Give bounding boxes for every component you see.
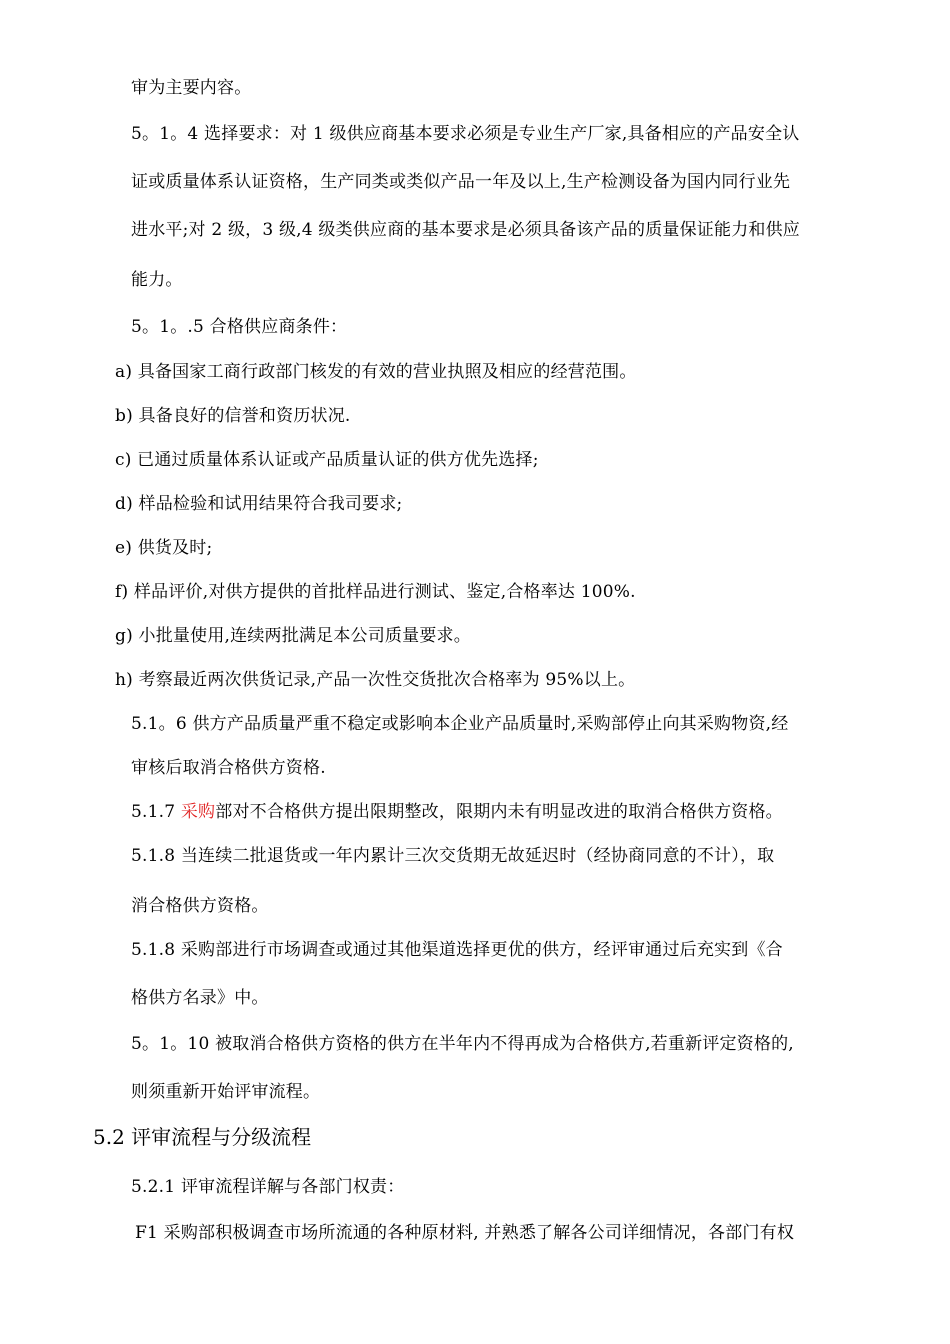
list-item: d) 样品检验和试用结果符合我司要求; [115, 494, 403, 514]
paragraph-line: 消合格供方资格。 [131, 896, 269, 916]
paragraph-line: 能力。 [131, 270, 183, 290]
clause-suffix: 部对不合格供方提出限期整改，限期内未有明显改进的取消合格供方资格。 [215, 802, 783, 822]
paragraph-line: 5。1。4 选择要求：对 1 级供应商基本要求必须是专业生产厂家,具备相应的产品安全认 [131, 124, 800, 144]
paragraph-line: 审核后取消合格供方资格. [131, 758, 326, 778]
paragraph-line: 5.1。6 供方产品质量严重不稳定或影响本企业产品质量时,采购部停止向其采购物资,经 [131, 714, 789, 734]
paragraph-line: F1 采购部积极调查市场所流通的各种原材料, 并熟悉了解各公司详细情况，各部门有权 [135, 1223, 795, 1243]
paragraph-line: 5.1.8 采购部进行市场调查或通过其他渠道选择更优的供方，经评审通过后充实到《合 [131, 940, 783, 960]
paragraph-line: 则须重新开始评审流程。 [131, 1082, 321, 1102]
highlighted-text: 采购 [180, 802, 216, 822]
list-item: h) 考察最近两次供货记录,产品一次性交货批次合格率为 95%以上。 [115, 670, 636, 690]
paragraph-line: 进水平;对 2 级，3 级,4 级类供应商的基本要求是必须具备该产品的质量保证能力和供应 [131, 220, 800, 240]
list-item: c) 已通过质量体系认证或产品质量认证的供方优先选择; [115, 450, 539, 470]
paragraph-line: 证或质量体系认证资格，生产同类或类似产品一年及以上,生产检测设备为国内同行业先 [131, 172, 791, 192]
paragraph-line: 5。1。10 被取消合格供方资格的供方在半年内不得再成为合格供方,若重新评定资格的, [131, 1034, 794, 1054]
section-heading: 5.2 评审流程与分级流程 [93, 1125, 312, 1149]
paragraph-line: 5。1。.5 合格供应商条件： [131, 317, 348, 337]
list-item: b) 具备良好的信誉和资历状况. [115, 406, 351, 426]
list-item: f) 样品评价,对供方提供的首批样品进行测试、鉴定,合格率达 100%. [115, 582, 636, 602]
sub-heading: 5.2.1 评审流程详解与各部门权责： [131, 1177, 405, 1197]
paragraph-line: 审为主要内容。 [131, 78, 252, 98]
paragraph-line-517 [131, 801, 783, 823]
clause-prefix: 5.1.7 [131, 802, 181, 822]
paragraph-line: 格供方名录》中。 [131, 988, 269, 1008]
list-item: g) 小批量使用,连续两批满足本公司质量要求。 [115, 626, 471, 646]
paragraph-line: 5.1.8 当连续二批退货或一年内累计三次交货期无故延迟时（经协商同意的不计），取 [131, 846, 775, 866]
list-item: a) 具备国家工商行政部门核发的有效的营业执照及相应的经营范围。 [115, 362, 637, 382]
list-item: e) 供货及时; [115, 538, 213, 558]
